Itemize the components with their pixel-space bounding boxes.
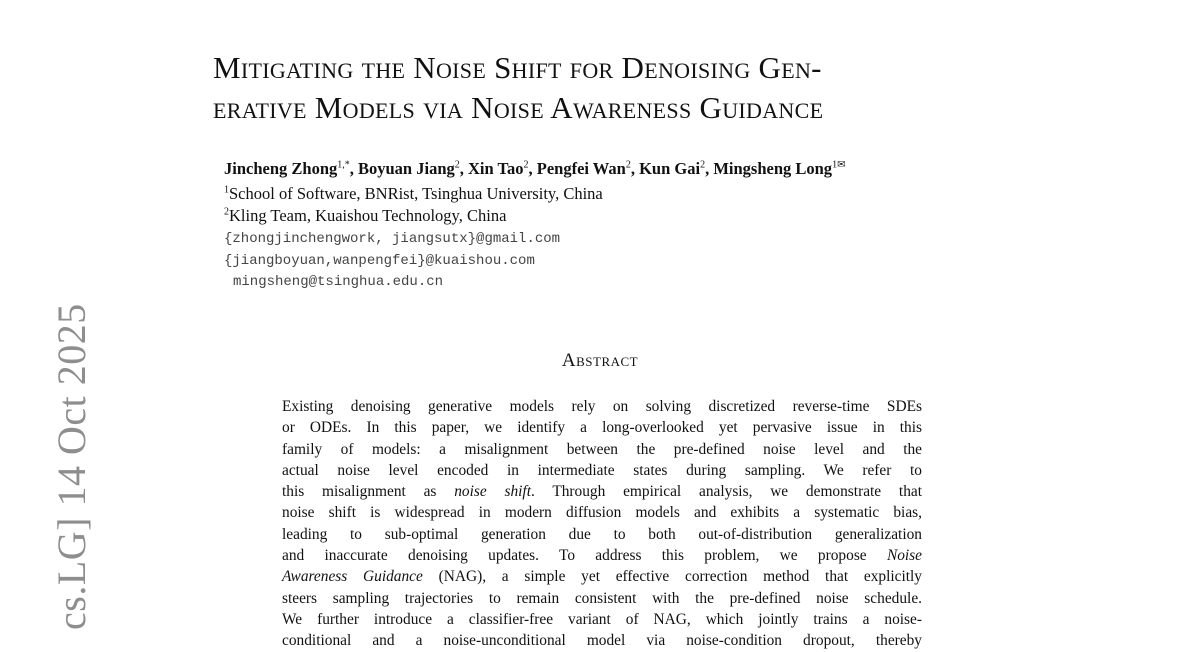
author-name: Xin Tao [468, 159, 524, 178]
email-line-2: {jiangboyuan,wanpengfei}@kuaishou.com [224, 253, 535, 269]
title-line-1: Mitigating the Noise Shift for Denoising Gen- [213, 50, 822, 85]
abstract-line: We further introduce a classifier-free variant of NAG, which jointly trains a noise- [282, 610, 922, 628]
abstract-line: this misalignment as noise shift. Through empirical analysis, we demonstrate that [282, 483, 922, 501]
abstract-line: leading to sub-optimal generation due to both out-of-distribution generalization [282, 525, 922, 543]
affiliation-2 [224, 206, 506, 226]
abstract-line: steers sampling trajectories to remain consistent with the pre-defined noise schedule. [282, 589, 922, 607]
abstract-line: noise shift is widespread in modern diffusion models and exhibits a systematic bias, [282, 504, 922, 522]
affiliation-mark: 1 [224, 184, 229, 196]
author-name: Mingsheng Long [713, 159, 833, 178]
author-mark: 1✉ [832, 159, 846, 171]
author-list: Jincheng Zhong$^{1,*}$, Boyuan Jiang$^2$, Xin Tao$^2$, Pengfei Wan$^2$, Kun Gai$^2$, Mingsheng Long$^{1✉}$ [224, 159, 846, 178]
author-name: Boyuan Jiang [358, 159, 455, 178]
abstract-line: actual noise level encoded in intermediate states during sampling. We refer to [282, 461, 922, 479]
affiliation-text: School of Software, BNRist, Tsinghua University, China [229, 184, 603, 203]
abstract-line: family of models: a misalignment between the pre-defined noise level and the [282, 440, 922, 458]
affiliation-mark: 2 [224, 206, 229, 218]
author-mark: 2 [700, 159, 706, 171]
abstract-line: conditional and a noise-unconditional model via noise-condition dropout, thereby [282, 632, 922, 650]
author-mark: 2 [523, 159, 529, 171]
author-name: Jincheng Zhong [224, 159, 338, 178]
email-line-3: mingsheng@tsinghua.edu.cn [233, 274, 444, 290]
abstract-line: or ODEs. In this paper, we identify a long-overlooked yet pervasive issue in this [282, 419, 922, 437]
author-mark: 2 [454, 159, 460, 171]
author-name: Kun Gai [639, 159, 701, 178]
email-line-1: {zhongjinchengwork, jiangsutx}@gmail.com [224, 231, 561, 247]
abstract-line: and inaccurate denoising updates. To address this problem, we propose Noise [282, 547, 922, 565]
abstract-line: Awareness Guidance (NAG), a simple yet effective correction method that explicitly [282, 568, 922, 586]
paper-title [213, 48, 1013, 128]
abstract-body [282, 396, 922, 652]
abstract-heading: Abstract [561, 350, 639, 371]
author-mark: 2 [625, 159, 631, 171]
arxiv-identifier-stamp: cs.LG] 14 Oct 2025 [49, 303, 94, 630]
affiliation-text: Kling Team, Kuaishou Technology, China [229, 206, 507, 225]
abstract-line: Existing denoising generative models rely on solving discretized reverse-time SDEs [282, 398, 922, 415]
title-line-2: erative Models via Noise Awareness Guidance [213, 90, 824, 125]
affiliation-1 [224, 184, 603, 204]
author-name: Pengfei Wan [536, 159, 626, 178]
author-mark: 1,* [337, 159, 350, 171]
